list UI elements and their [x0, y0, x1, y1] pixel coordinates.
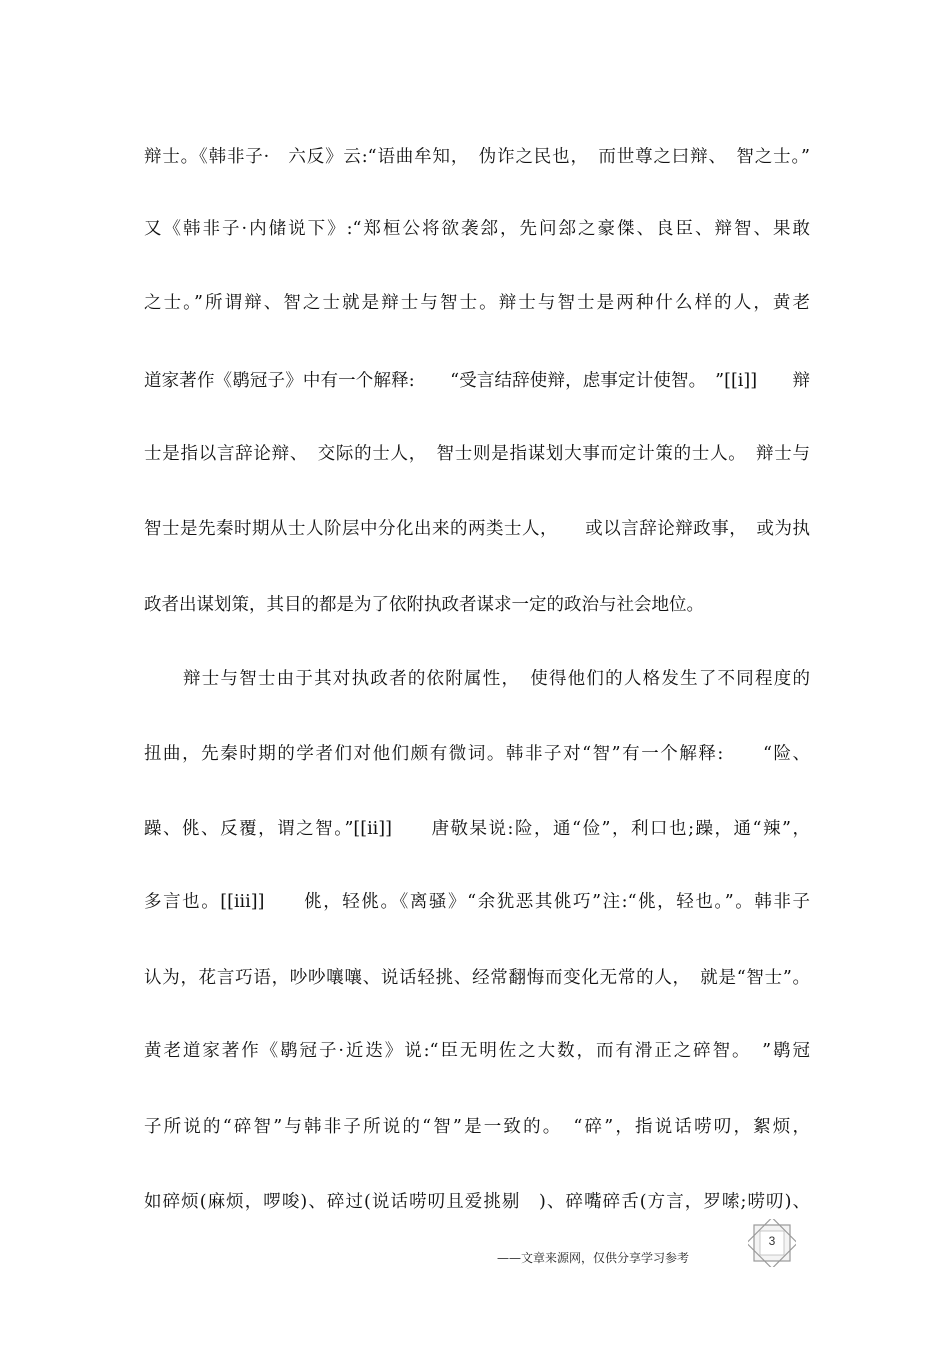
text-line-1: 辩士。《韩非子· 六反》云:“语曲牟知， 伪诈之民也， 而世尊之曰辩、 智之士。”: [144, 147, 810, 167]
text-line-5: 士是指以言辞论辩、 交际的士人， 智士则是指谋划大事而定计策的士人。 辩士与: [144, 444, 810, 464]
page-number: 3: [768, 1234, 776, 1248]
footer-source-note: ——文章来源网，仅供分享学习参考: [497, 1251, 690, 1265]
text-line-9: 扭曲，先秦时期的学者们对他们颇有微词。韩非子对“智”有一个解释: “险、: [144, 744, 810, 764]
text-line-14: 子所说的“碎智”与韩非子所说的“智”是一致的。 “碎”，指说话唠叨，絮烦，: [144, 1117, 810, 1137]
text-line-8: 辩士与智士由于其对执政者的依附属性， 使得他们的人格发生了不同程度的: [183, 669, 810, 689]
text-line-12: 认为，花言巧语，吵吵嚷嚷、说话轻挑、经常翻悔而变化无常的人， 就是“智士”。: [144, 968, 810, 988]
text-line-13: 黄老道家著作《鹖冠子·近迭》说:“臣无明佐之大数，而有滑正之碎智。 ”鹖冠: [144, 1041, 810, 1061]
text-line-7: 政者出谋划策，其目的都是为了依附执政者谋求一定的政治与社会地位。: [144, 595, 704, 615]
text-line-2: 又《韩非子·内储说下》:“郑桓公将欲袭郐，先问郐之豪傑、良臣、辩智、果敢: [144, 219, 810, 239]
text-line-4: 道家著作《鹖冠子》中有一个解释: “受言结辞使辩，虑事定计使智。 ”[[i]] 辩: [144, 371, 810, 391]
text-line-3: 之士。”所谓辩、智之士就是辩士与智士。辩士与智士是两种什么样的人，黄老: [144, 293, 810, 313]
text-line-10: 躁、佻、反覆，谓之智。”[[ii]] 唐敬杲说:险，通“俭”，利口也;躁，通“辣”，: [144, 819, 810, 839]
text-line-15: 如碎烦(麻烦，啰唆)、碎过(说话唠叨且爱挑剔 )、碎嘴碎舌(方言，罗嗦;唠叨)、: [144, 1192, 810, 1212]
text-line-11: 多言也。[[iii]] 佻，轻佻。《离骚》“余犹恶其佻巧”注:“佻，轻也。”。韩非子: [144, 892, 810, 912]
text-line-6: 智士是先秦时期从士人阶层中分化出来的两类士人， 或以言辞论辩政事， 或为执: [144, 519, 810, 539]
